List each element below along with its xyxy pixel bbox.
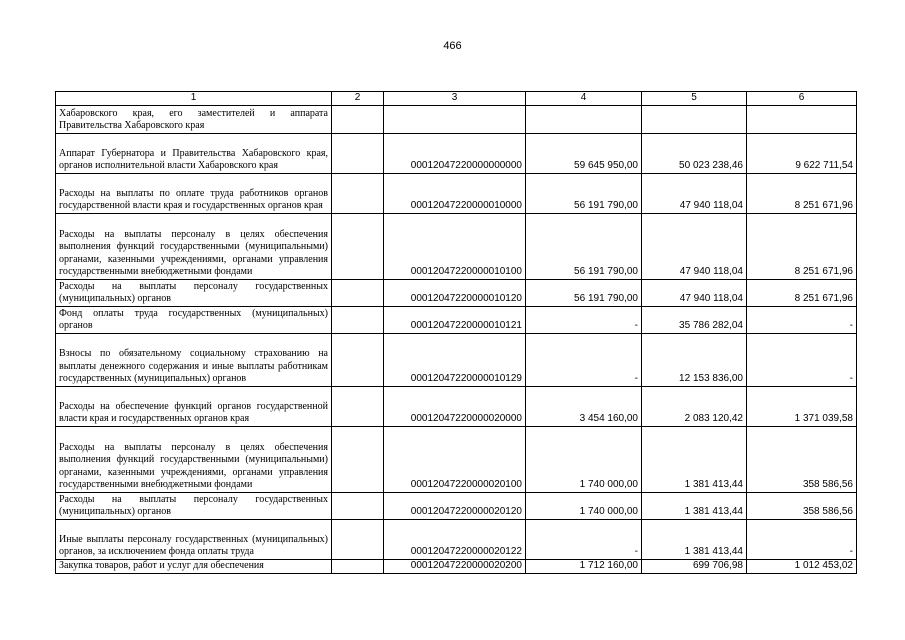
row-value-5 [642, 106, 747, 134]
row-value-5: 1 381 413,44 [642, 427, 747, 493]
row-col2 [332, 560, 384, 574]
row-code: 00012047220000010100 [384, 214, 526, 280]
column-header: 6 [747, 92, 857, 106]
row-value-5: 50 023 238,46 [642, 134, 747, 174]
row-value-6: - [747, 520, 857, 560]
row-col2 [332, 174, 384, 214]
row-value-6: 358 586,56 [747, 427, 857, 493]
row-value-6: 1 012 453,02 [747, 560, 857, 574]
row-code: 00012047220000020122 [384, 520, 526, 560]
row-value-4 [526, 106, 642, 134]
table-row [56, 493, 857, 520]
row-col2 [332, 387, 384, 427]
row-value-5: 47 940 118,04 [642, 174, 747, 214]
row-value-4: 1 740 000,00 [526, 427, 642, 493]
row-name: Хабаровского края, его заместителей и аппарата Правительства Хабаровского края [56, 106, 332, 134]
row-name: Расходы на выплаты персоналу в целях обеспечения выполнения функций государственными (муниципальными) органами, казенными учреждениями, органами управления государственными внебюджетными фондами [56, 427, 332, 493]
table-row [56, 214, 857, 280]
table-row [56, 134, 857, 174]
table-row [56, 334, 857, 387]
column-header: 3 [384, 92, 526, 106]
row-col2 [332, 134, 384, 174]
row-code: 00012047220000010120 [384, 280, 526, 307]
column-header: 4 [526, 92, 642, 106]
column-header: 2 [332, 92, 384, 106]
page-number: 466 [443, 40, 462, 52]
row-name: Расходы на выплаты по оплате труда работников органов государственной власти края и государственных органов края [56, 174, 332, 214]
table-row [56, 307, 857, 334]
row-value-6: - [747, 307, 857, 334]
row-col2 [332, 520, 384, 560]
row-code: 00012047220000010121 [384, 307, 526, 334]
row-name: Закупка товаров, работ и услуг для обеспечения [56, 560, 332, 574]
table-row [56, 560, 857, 574]
row-value-4: 59 645 950,00 [526, 134, 642, 174]
row-col2 [332, 214, 384, 280]
row-name: Расходы на выплаты персоналу государственных (муниципальных) органов [56, 280, 332, 307]
row-value-4: 56 191 790,00 [526, 214, 642, 280]
row-value-6: 8 251 671,96 [747, 280, 857, 307]
row-code: 00012047220000020200 [384, 560, 526, 574]
column-header: 1 [56, 92, 332, 106]
budget-table [55, 91, 857, 574]
row-code: 00012047220000020100 [384, 427, 526, 493]
row-col2 [332, 493, 384, 520]
row-value-4: 56 191 790,00 [526, 174, 642, 214]
row-code: 00012047220000020000 [384, 387, 526, 427]
row-code: 00012047220000000000 [384, 134, 526, 174]
row-value-6: 8 251 671,96 [747, 214, 857, 280]
table-row [56, 387, 857, 427]
row-value-4: 1 712 160,00 [526, 560, 642, 574]
row-value-6: 1 371 039,58 [747, 387, 857, 427]
row-name: Фонд оплаты труда государственных (муниципальных) органов [56, 307, 332, 334]
row-value-6 [747, 106, 857, 134]
row-value-4: - [526, 307, 642, 334]
row-value-5: 47 940 118,04 [642, 214, 747, 280]
row-value-4: 56 191 790,00 [526, 280, 642, 307]
row-code [384, 106, 526, 134]
row-name: Аппарат Губернатора и Правительства Хабаровского края, органов исполнительной власти Хабаровского края [56, 134, 332, 174]
row-value-5: 47 940 118,04 [642, 280, 747, 307]
row-name: Расходы на выплаты персоналу государственных (муниципальных) органов [56, 493, 332, 520]
row-value-4: 1 740 000,00 [526, 493, 642, 520]
row-name: Расходы на выплаты персоналу в целях обеспечения выполнения функций государственными (муниципальными) органами, казенными учреждениями, органами управления государственными внебюджетными фондами [56, 214, 332, 280]
row-value-5: 2 083 120,42 [642, 387, 747, 427]
row-name: Взносы по обязательному социальному страхованию на выплаты денежного содержания и иные выплаты работникам государственных (муниципальных) органов [56, 334, 332, 387]
row-value-5: 699 706,98 [642, 560, 747, 574]
row-name: Расходы на обеспечение функций органов государственной власти края и государственных органов края [56, 387, 332, 427]
row-code: 00012047220000010000 [384, 174, 526, 214]
row-code: 00012047220000010129 [384, 334, 526, 387]
row-value-5: 1 381 413,44 [642, 520, 747, 560]
row-code: 00012047220000020120 [384, 493, 526, 520]
row-value-6: 9 622 711,54 [747, 134, 857, 174]
row-value-4: - [526, 520, 642, 560]
row-value-4: 3 454 160,00 [526, 387, 642, 427]
row-value-6: 8 251 671,96 [747, 174, 857, 214]
row-col2 [332, 307, 384, 334]
table-row [56, 106, 857, 134]
column-header: 5 [642, 92, 747, 106]
row-value-6: - [747, 334, 857, 387]
table-header-row [56, 92, 857, 106]
row-name: Иные выплаты персоналу государственных (муниципальных) органов, за исключением фонда оплаты труда [56, 520, 332, 560]
row-value-5: 1 381 413,44 [642, 493, 747, 520]
row-value-6: 358 586,56 [747, 493, 857, 520]
row-value-4: - [526, 334, 642, 387]
row-value-5: 12 153 836,00 [642, 334, 747, 387]
table-row [56, 520, 857, 560]
row-col2 [332, 427, 384, 493]
row-col2 [332, 334, 384, 387]
row-value-5: 35 786 282,04 [642, 307, 747, 334]
row-col2 [332, 280, 384, 307]
row-col2 [332, 106, 384, 134]
table-row [56, 174, 857, 214]
table-row [56, 427, 857, 493]
table-row [56, 280, 857, 307]
